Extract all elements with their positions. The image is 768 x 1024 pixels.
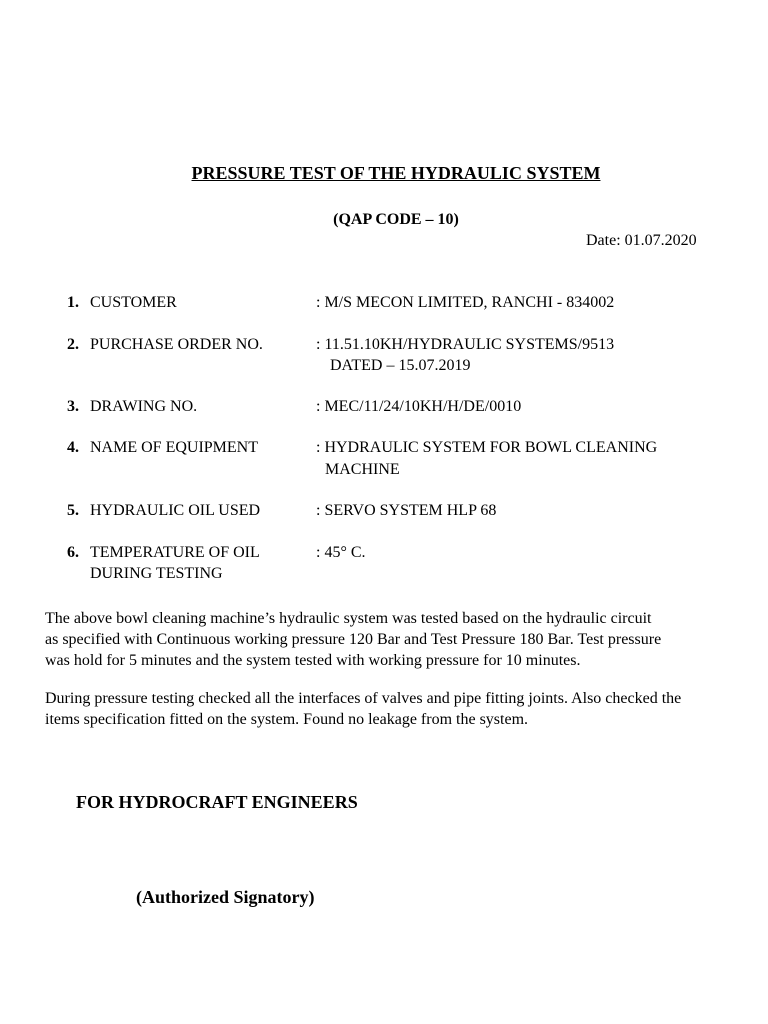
item-number: 3. [67, 398, 79, 415]
paragraph-line: The above bowl cleaning machine’s hydraulic system was tested based on the hydraulic circuit [45, 610, 652, 627]
item-value: : 11.51.10KH/HYDRAULIC SYSTEMS/9513 [316, 336, 615, 353]
item-number: 5. [67, 502, 79, 519]
item-label-continued: DURING TESTING [90, 565, 223, 582]
signature-firm: FOR HYDROCRAFT ENGINEERS [76, 792, 358, 812]
item-label: HYDRAULIC OIL USED [90, 502, 261, 519]
item-label: PURCHASE ORDER NO. [90, 336, 263, 353]
item-value-continued: MACHINE [325, 461, 400, 478]
paragraph-line: was hold for 5 minutes and the system tested with working pressure for 10 minutes. [45, 652, 581, 669]
item-value: : SERVO SYSTEM HLP 68 [316, 502, 497, 519]
paragraph-line: items specification fitted on the system. Found no leakage from the system. [45, 711, 529, 728]
item-value: : MEC/11/24/10KH/H/DE/0010 [316, 398, 522, 415]
item-value: : M/S MECON LIMITED, RANCHI - 834002 [316, 294, 615, 311]
paragraph-line: as specified with Continuous working pressure 120 Bar and Test Pressure 180 Bar. Test pressure [45, 631, 662, 648]
item-number: 2. [67, 336, 79, 353]
signature-authority: (Authorized Signatory) [136, 887, 315, 907]
item-number: 4. [67, 439, 79, 456]
item-number: 6. [67, 544, 79, 561]
item-label: DRAWING NO. [90, 398, 198, 415]
item-label: TEMPERATURE OF OIL [90, 544, 260, 561]
item-value: : 45° C. [316, 544, 366, 561]
document-title: PRESSURE TEST OF THE HYDRAULIC SYSTEM [191, 163, 601, 183]
paragraph-line: During pressure testing checked all the interfaces of valves and pipe fitting joints. Also checked the [45, 690, 682, 707]
document-date: Date: 01.07.2020 [586, 232, 697, 249]
item-value: : HYDRAULIC SYSTEM FOR BOWL CLEANING [316, 439, 658, 456]
item-number: 1. [67, 294, 79, 311]
item-label: NAME OF EQUIPMENT [90, 439, 258, 456]
item-label: CUSTOMER [90, 294, 177, 311]
qap-code: (QAP CODE – 10) [333, 211, 459, 228]
item-value-continued: DATED – 15.07.2019 [330, 357, 471, 374]
